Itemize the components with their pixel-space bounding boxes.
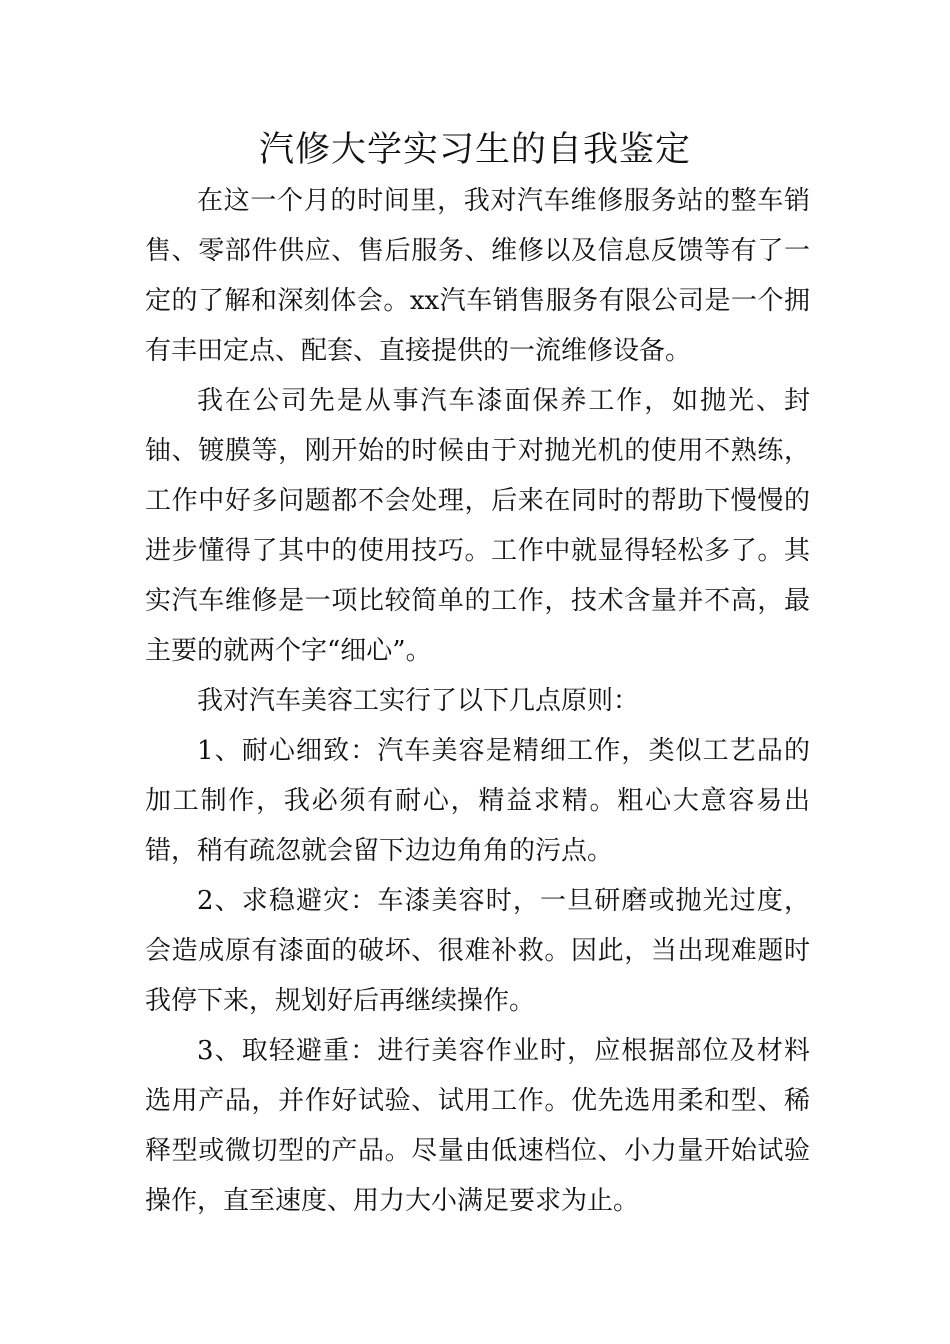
paragraph-principle-3: 3、取轻避重：进行美容作业时，应根据部位及材料选用产品，并作好试验、试用工作。优先选用柔和型、稀释型或微切型的产品。尽量由低速档位、小力量开始试验操作，直至速度、用力大小满足要求为止。: [145, 1036, 810, 1216]
paragraph-work-experience: 我在公司先是从事汽车漆面保养工作，如抛光、封铀、镀膜等，刚开始的时候由于对抛光机的使用不熟练，工作中好多问题都不会处理，后来在同时的帮助下慢慢的进步懂得了其中的使用技巧。工作中就显得轻松多了。其实汽车维修是一项比较简单的工作，技术含量并不高，最主要的就两个字“细心”。: [145, 386, 810, 666]
paragraph-intro: 在这一个月的时间里，我对汽车维修服务站的整车销售、零部件供应、售后服务、维修以及信息反馈等有了一定的了解和深刻体会。xx汽车销售服务有限公司是一个拥有丰田定点、配套、直接提供的一流维修设备。: [145, 186, 810, 366]
paragraph-principle-2: 2、求稳避灾：车漆美容时，一旦研磨或抛光过度，会造成原有漆面的破坏、很难补救。因此，当出现难题时我停下来，规划好后再继续操作。: [145, 886, 810, 1016]
paragraph-principle-1: 1、耐心细致：汽车美容是精细工作，类似工艺品的加工制作，我必须有耐心，精益求精。粗心大意容易出错，稍有疏忽就会留下边边角角的污点。: [145, 736, 810, 866]
document-title: 汽修大学实习生的自我鉴定: [258, 130, 691, 170]
paragraph-principles-intro: 我对汽车美容工实行了以下几点原则：: [197, 686, 640, 716]
document-body: [145, 176, 810, 1226]
